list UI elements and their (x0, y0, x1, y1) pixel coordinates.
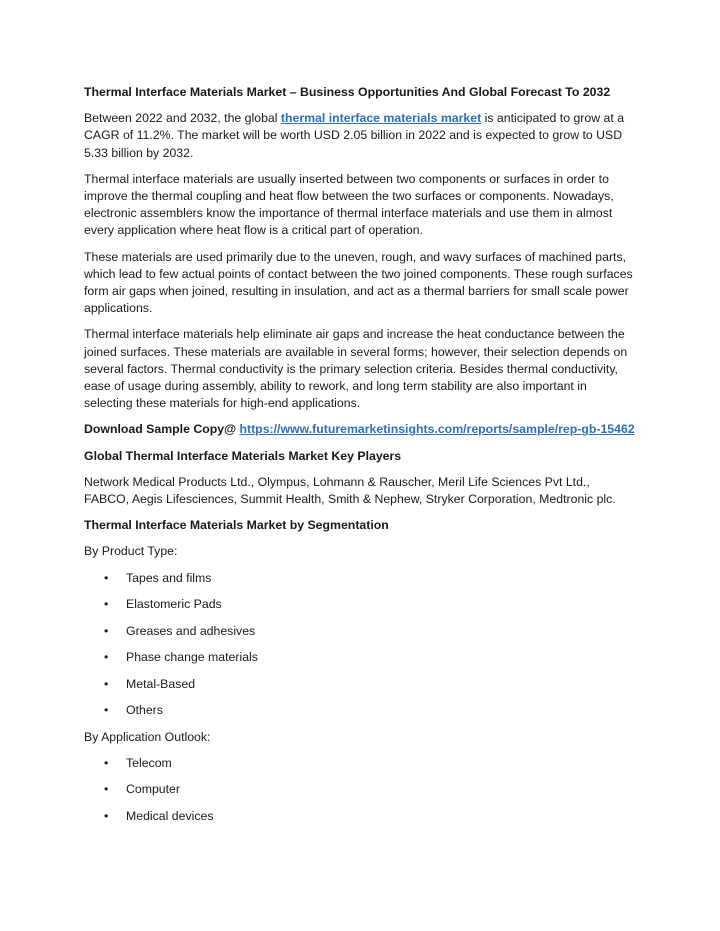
list-item: • Telecom (84, 755, 636, 772)
list-item: • Computer (84, 781, 636, 798)
list-item: • Phase change materials (84, 649, 636, 666)
intro-paragraph (84, 110, 636, 162)
list-item: • Tapes and films (84, 570, 636, 587)
list-item: • Metal-Based (84, 676, 636, 693)
segmentation-heading: Thermal Interface Materials Market by Segmentation (84, 518, 389, 533)
key-players-text: Network Medical Products Ltd., Olympus, Lohmann & Rauscher, Meril Life Sciences Pvt Ltd., FABCO, Aegis Lifesciences, Summit Health, Smith & Nephew, Stryker Corporation, Medtronic plc. (84, 474, 616, 507)
market-link[interactable]: thermal interface materials market (280, 111, 482, 126)
body-paragraph-1: Thermal interface materials are usually inserted between two components or surfaces in order to improve the thermal coupling and heat flow between the two surfaces or components. Nowadays, electronic assemblers know the importance of thermal interface materials and use them in almost every application where heat flow is a critical part of operation. (84, 171, 614, 238)
document-title: Thermal Interface Materials Market – Business Opportunities And Global Forecast To 2032 (84, 85, 611, 99)
download-line (84, 421, 636, 438)
product-type-label: By Product Type: (84, 544, 178, 559)
download-link[interactable]: https://www.futuremarketinsights.com/reports/sample/rep-gb-15462 (239, 422, 635, 437)
list-item: • Medical devices (84, 808, 636, 825)
intro-text-after: is anticipated to grow at a CAGR of 11.2%. The market will be worth USD 2.05 billion in 2022 and is expected to grow to USD 5.33 billion by 2032. (84, 111, 625, 160)
body-paragraph-2: These materials are used primarily due to the uneven, rough, and wavy surfaces of machined parts, which lead to few actual points of contact between the two joined components. These rough surfaces form air gaps when joined, resulting in insulation, and act as a thermal barriers for small scale power applications. (84, 249, 633, 316)
list-item: • Elastomeric Pads (84, 596, 636, 613)
application-list (84, 755, 636, 825)
list-item: • Others (84, 702, 636, 719)
intro-text-before: Between 2022 and 2032, the global (84, 111, 281, 126)
application-label: By Application Outlook: (84, 729, 211, 744)
body-paragraph-3: Thermal interface materials help eliminate air gaps and increase the heat conductance between the joined surfaces. These materials are available in several forms; however, their selection depends on several factors. Thermal conductivity is the primary selection criteria. Besides thermal conductivity, ease of usage during assembly, ability to rework, and long term stability are also important in selecting these materials for high-end applications. (84, 327, 628, 411)
download-label: Download Sample Copy@ (84, 422, 240, 437)
key-players-heading: Global Thermal Interface Materials Market Key Players (84, 448, 402, 463)
list-item: • Greases and adhesives (84, 623, 636, 640)
product-type-list (84, 570, 636, 720)
